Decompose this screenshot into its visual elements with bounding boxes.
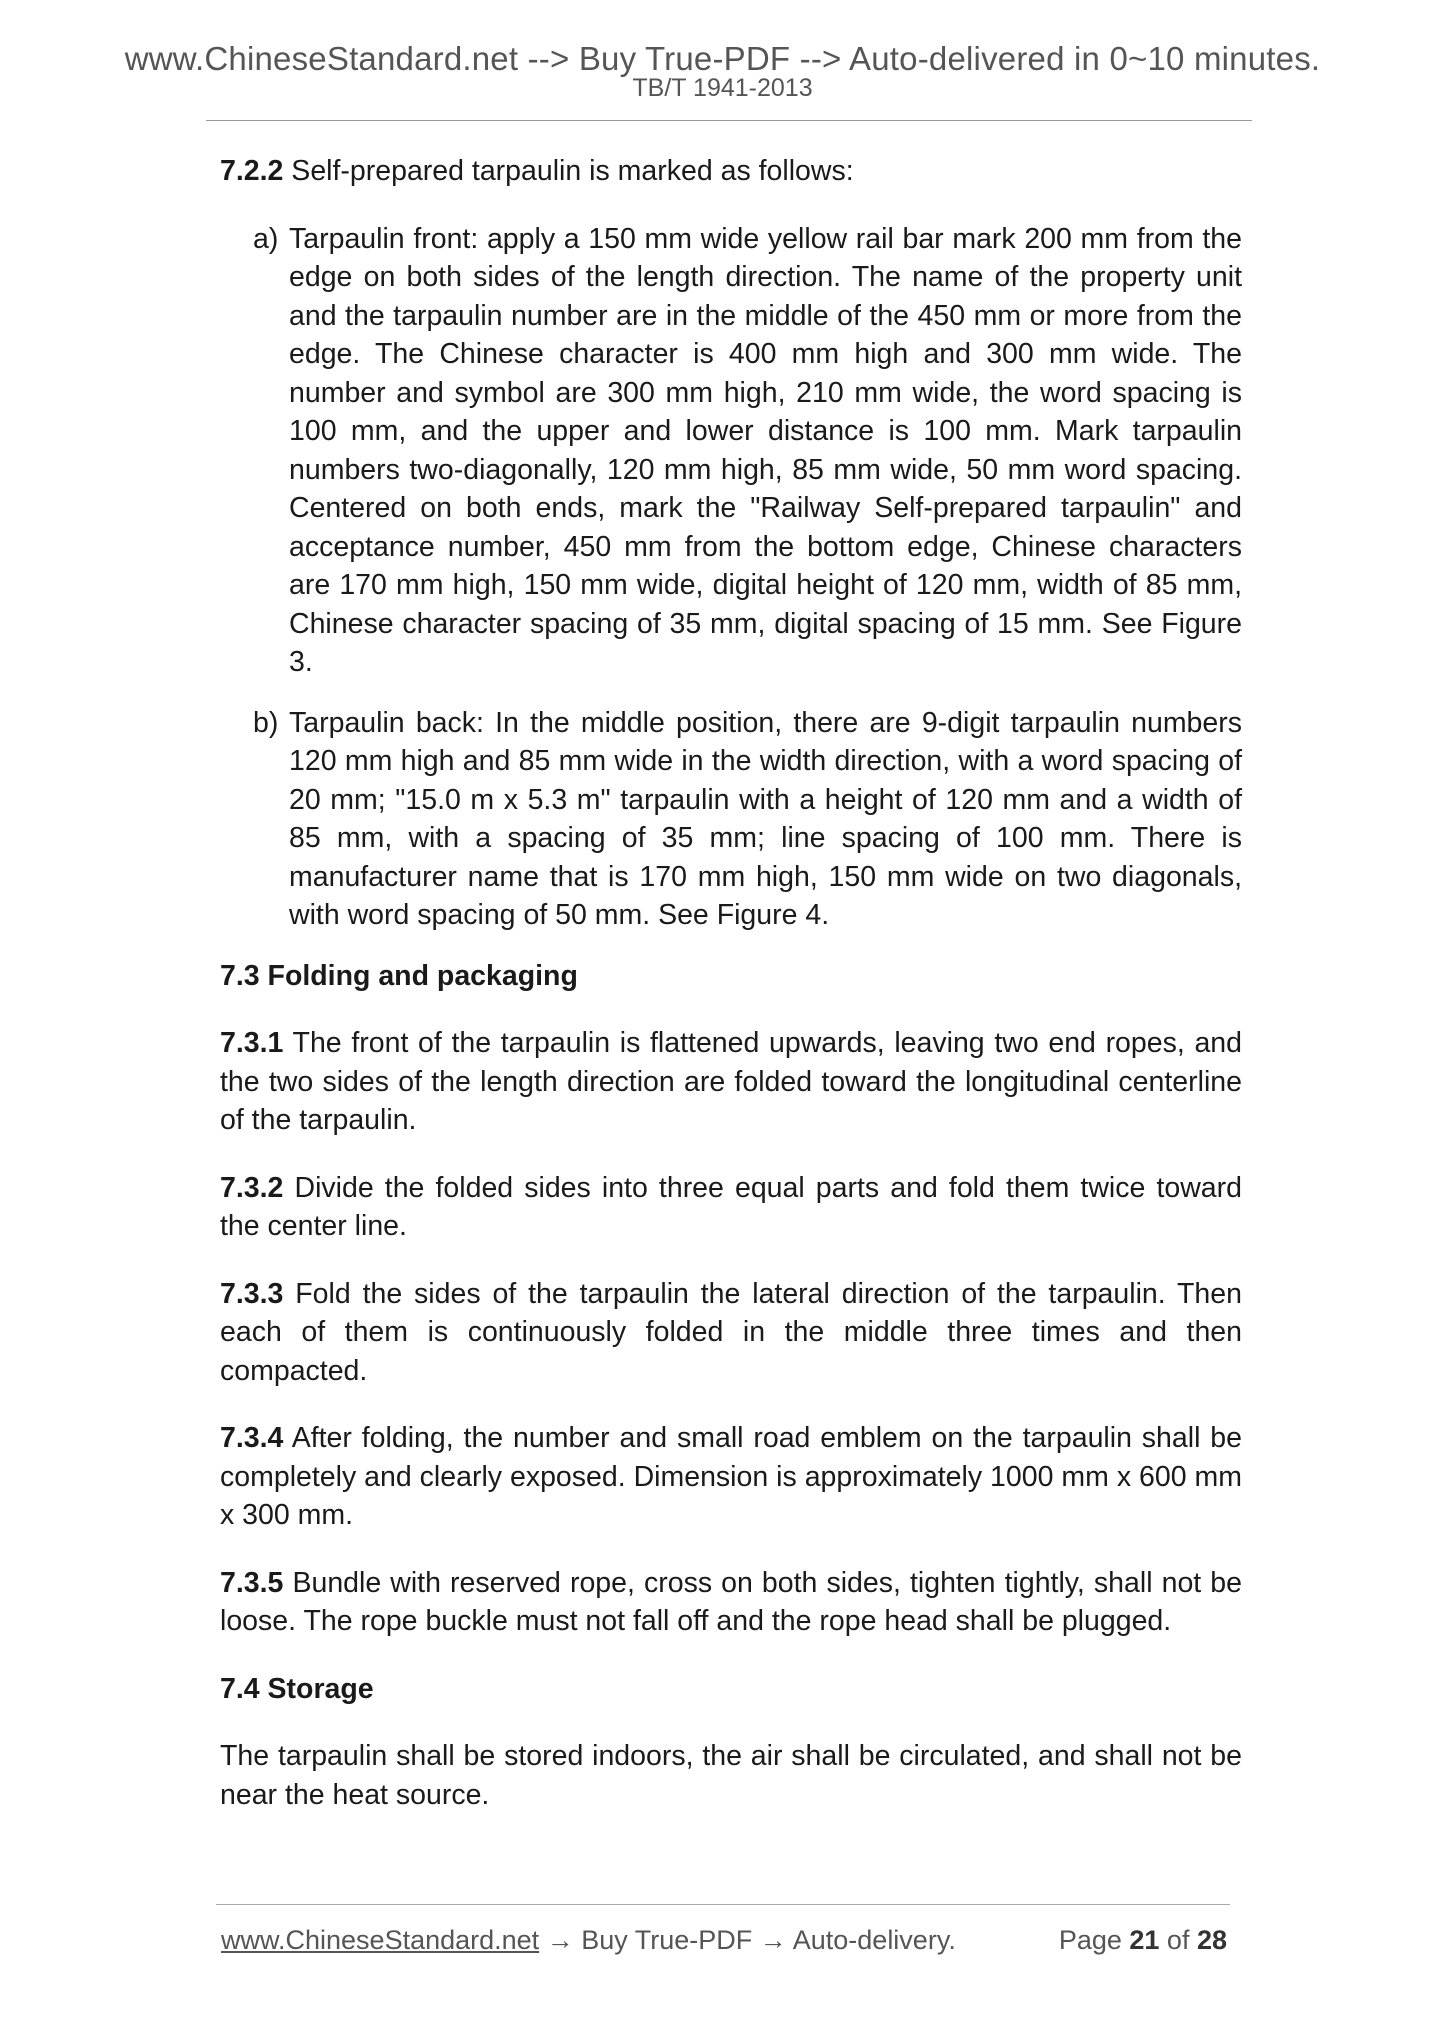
clause-7-2-2	[220, 152, 1242, 191]
document-number: TB/T 1941-2013	[632, 74, 813, 102]
clause-text: Divide the folded sides into three equal parts and fold them twice toward the center line.	[220, 1171, 1242, 1242]
clause-text: Self-prepared tarpaulin is marked as follows:	[283, 155, 854, 187]
clause-number: 7.3.5	[220, 1566, 284, 1599]
clause-7-3-1	[220, 1024, 1242, 1140]
list-item-a	[220, 220, 1242, 682]
clause-7-3-2	[220, 1169, 1242, 1246]
marking-list	[220, 220, 1242, 935]
list-item-text: Tarpaulin front: apply a 150 mm wide yellow rail bar mark 200 mm from the edge on both sides of the length direction. The name of the property unit and the tarpaulin number are in the middle of the 450 mm or more from the edge. The Chinese character is 400 mm high and 300 mm wide. The number and symbol are 300 mm high, 210 mm wide, the word spacing is 100 mm, and the upper and lower distance is 100 mm. Mark tarpaulin numbers two-diagonally, 120 mm high, 85 mm wide, 50 mm word spacing. Centered on both ends, mark the "Railway Self-prepared tarpaulin" and acceptance number, 450 mm from the bottom edge, Chinese characters are 170 mm high, 150 mm wide, digital height of 120 mm, width of 85 mm, Chinese character spacing of 35 mm, digital spacing of 15 mm. See Figure 3.	[289, 222, 1242, 678]
section-heading-7-4: 7.4 Storage	[220, 1672, 374, 1705]
clause-number: 7.2.2	[220, 155, 284, 187]
footer-site-link[interactable]: www.ChineseStandard.net	[221, 1925, 540, 1955]
list-item-b	[220, 704, 1242, 935]
clause-7-3-4	[220, 1419, 1242, 1535]
clause-text: The front of the tarpaulin is flattened upwards, leaving two end ropes, and the two sides of the length direction are folded toward the longitudinal centerline of the tarpaulin.	[220, 1027, 1242, 1136]
header-divider	[206, 120, 1252, 121]
list-marker: a)	[253, 222, 279, 255]
clause-7-4-text: The tarpaulin shall be stored indoors, the air shall be circulated, and shall not be near the heat source.	[220, 1740, 1242, 1811]
clause-7-3-3	[220, 1275, 1242, 1391]
page-of-label: of	[1159, 1925, 1197, 1955]
clause-number: 7.3.3	[220, 1277, 284, 1310]
page-content	[220, 152, 1242, 1843]
page-current: 21	[1129, 1925, 1160, 1955]
clause-number: 7.3.4	[220, 1422, 284, 1454]
clause-text: Fold the sides of the tarpaulin the lateral direction of the tarpaulin. Then each of them is continuously folded in the middle three times and then compacted.	[220, 1277, 1242, 1387]
section-heading-7-3: 7.3 Folding and packaging	[220, 959, 578, 992]
footer-divider	[216, 1904, 1230, 1905]
page-footer	[221, 1922, 1231, 1962]
clause-7-3-5	[220, 1564, 1242, 1641]
clause-number: 7.3.2	[220, 1171, 284, 1204]
clause-number: 7.3.1	[220, 1027, 284, 1059]
list-marker: b)	[253, 706, 279, 739]
clause-text: After folding, the number and small road emblem on the tarpaulin shall be completely and clearly exposed. Dimension is approximately 1000 mm x 600 mm x 300 mm.	[220, 1422, 1242, 1531]
footer-tagline: → Buy True-PDF → Auto-delivery.	[539, 1925, 956, 1955]
page-label: Page	[1058, 1925, 1130, 1955]
clause-text: Bundle with reserved rope, cross on both sides, tighten tightly, shall not be loose. The rope buckle must not fall off and the rope head shall be plugged.	[220, 1566, 1242, 1637]
page-indicator	[1059, 1922, 1227, 1958]
list-item-text: Tarpaulin back: In the middle position, there are 9-digit tarpaulin numbers 120 mm high and 85 mm wide in the width direction, with a word spacing of 20 mm; "15.0 m x 5.3 m" tarpaulin with a height of 120 mm and a width of 85 mm, with a spacing of 35 mm; line spacing of 100 mm. There is manufacturer name that is 170 mm high, 150 mm wide on two diagonals, with word spacing of 50 mm. See Figure 4.	[289, 706, 1242, 931]
header-banner: www.ChineseStandard.net --> Buy True-PDF --> Auto-delivered in 0~10 minutes.	[124, 40, 1321, 77]
page-total: 28	[1196, 1925, 1227, 1955]
